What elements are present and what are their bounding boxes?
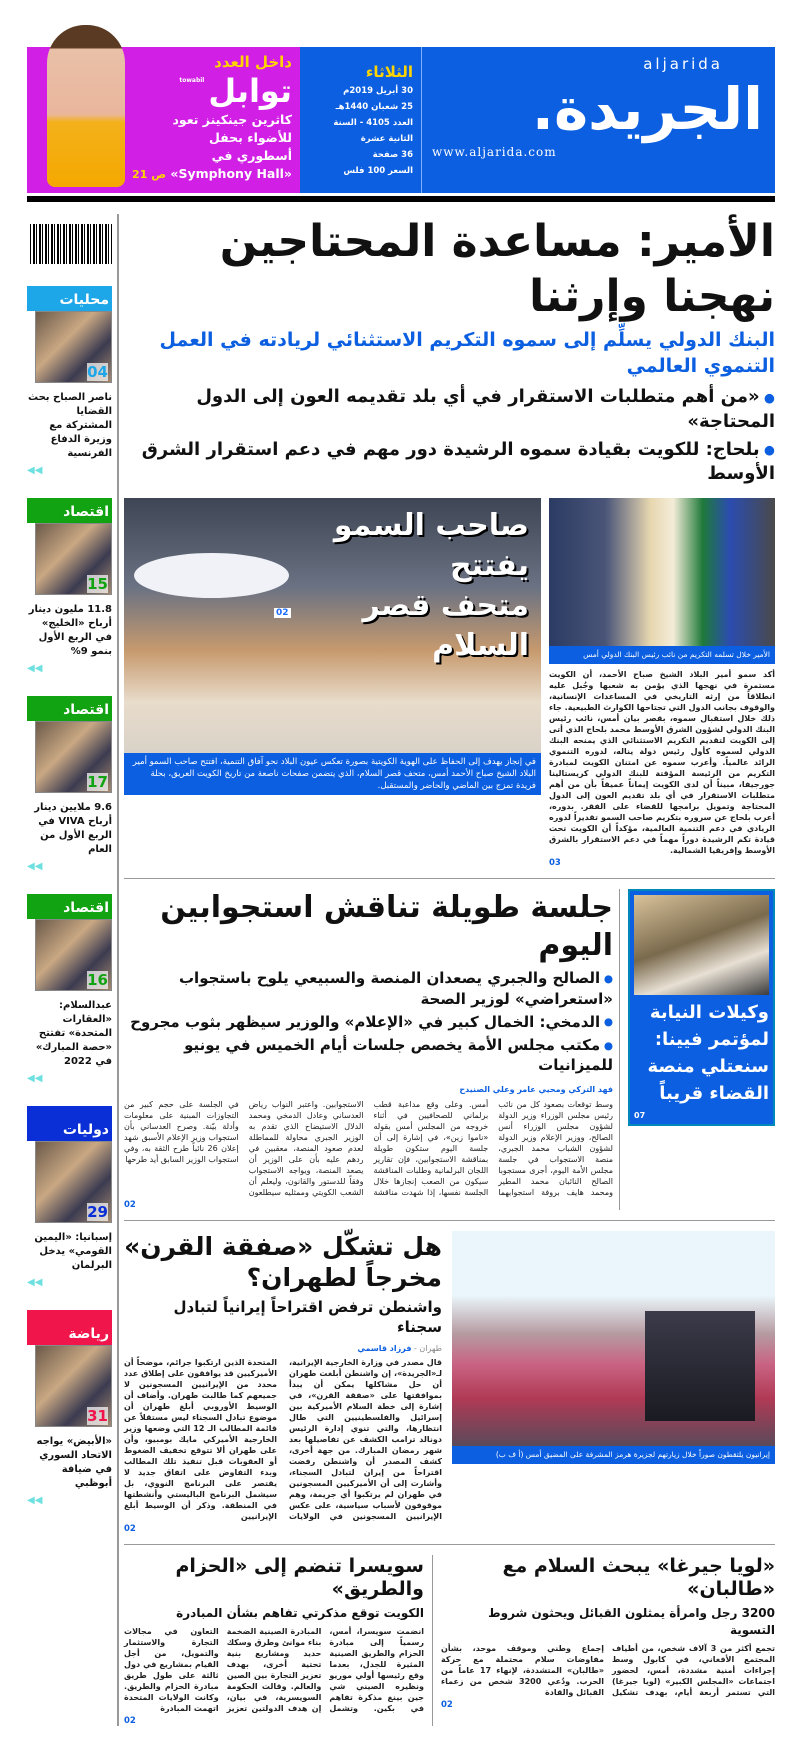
- sidebar-section-header[interactable]: محليات: [27, 286, 112, 311]
- bottom-row: [124, 1555, 775, 1726]
- masthead-logo: الجريدة.: [531, 75, 763, 143]
- sidebar-page-number: 15: [87, 575, 108, 593]
- sidebar-teaser[interactable]: «الأبيض» يواجه الاتحاد السوري في ضيافة أبوظبي: [36, 1436, 112, 1489]
- swiss-story: [124, 1555, 424, 1726]
- lead-body: أكد سمو أمير البلاد الشيخ صباح الأحمد، أن الكويت مستمرة في نهجها الذي يؤمن به شعبها وجُبل عليه انطلاقاً من إرثه التاريخي في المساعدات الإنسانية، والوقوف بجانب الدول التي تجتاحها الكوارث الطبيعية. جاء ذلك خلال استقبال سموه، بقصر بيان أمس، نائب رئيس البنك الدولي لشؤون الشرق الأوسط محمد بلحاج الذي أتى إلى الكويت لتقديم التكريم الاستثنائي الذي يمنحه البنك الدولي لسموه كأول رئيس دولة يناله، لدوره التنموي الرائد عالمياً. وأعرب سموه عن امتنان الكويت لمبادرة التكريم من الرئيسة المؤقتة للبنك الدولي كريستالينا جورجيفا، مبيناً أن لدى الكويت إيماناً عميقاً بأن من أهم متطلبات الاستقرار في أي بلد تقديم العون إلى الدول المحتاجة وتمويل برامجها للقضاء على الفقر. بدوره، أعرب بلحاج عن سروره بتكريم صاحب السمو تقديراً لدوره الريادي في دعم التنمية العالمية، مؤكداً أن الكويت تحت قيادة تكم الرشيدة دوراً مهماً في دعم الاستقرار بالشرق الأوسط وإفريقيا الشمالية.: [549, 670, 775, 856]
- museum-caption: في إنجاز يهدف إلى الحفاظ على الهوية الكويتية بصورة تعكس عيون البلاد نحو آفاق التنمية، افتتح صاحب السمو أمير البلاد الشيخ صباح الأحمد أمس، متحف قصر السلام، الذي يتضمن صفحات ناصعة من تاريخ الكويت العريق، بحلة فريدة تمزج بين الماضي والحاضر والمستقبل.: [124, 753, 541, 795]
- iran-story: [124, 1231, 442, 1534]
- ceiling-light: [134, 553, 289, 598]
- lead-subhead: البنك الدولي يسلِّم إلى سموه التكريم الاستثنائي لريادته في العمل التنموي العالمي: [159, 329, 775, 377]
- iran-page: 02: [124, 1523, 136, 1534]
- sidebar-item[interactable]: [27, 1106, 112, 1288]
- session-story: [124, 889, 620, 1209]
- promo-line-1: كاثرين جينكينز تعود للأضواء بحفل: [172, 112, 292, 145]
- iran-subhead: واشنطن ترفض اقتراحاً إيرانياً لتبادل سجناء: [173, 1298, 442, 1337]
- masthead-dates: [300, 47, 422, 193]
- museum-page: 02: [276, 608, 289, 619]
- sidebar-section-header[interactable]: اقتصاد: [27, 696, 112, 721]
- iran-byline: فرزاد قاسمي: [357, 1343, 412, 1353]
- sidebar-thumbnail[interactable]: [35, 721, 112, 793]
- promo-brand: توابل: [208, 72, 292, 110]
- content: [124, 214, 775, 1726]
- sidebar-teaser[interactable]: إسبانيا: «اليمين القومي» يدخل البرلمان: [34, 1232, 112, 1271]
- sidebar-page-number: 31: [87, 1407, 108, 1425]
- masthead-logo-area: [422, 47, 775, 193]
- swiss-subhead: الكويت توقع مذكرتي تفاهم بشأن المبادرة: [176, 1606, 424, 1621]
- masthead-date-hijri: 25 شعبان 1440هـ: [335, 102, 413, 112]
- masthead-pages: 36 صفحة: [372, 150, 413, 160]
- swiss-body: انضمت سويسرا، أمس، رسمياً إلى مبادرة الحزام والطريق الصينية المثيرة للجدل، بعدما وقع رئيسها أولي موريو ونظيره الصيني شي جين بينغ مذكرة تفاهم في بكين. وتشمل المبادرة الصينية الضخمة بناء موانئ وطرق وسكك حديد ومشاريع بنية تحتية أخرى، بهدف تعزيز التجارة بين الصين والعالم. وقالت الحكومة السويسرية، في بيان، إن هدف الدولتين تعزيز التعاون في مجالات التجارة والاستثمار والتمويل، من أجل القيام بمشاريع في دول ثالثة على طول طريق مبادرة الحزام والطريق. وكانت الولايات المتحدة اتهمت المبادرة: [124, 1627, 424, 1714]
- sidebar-section-header[interactable]: اقتصاد: [27, 894, 112, 919]
- sidebar-thumbnail[interactable]: [35, 919, 112, 991]
- read-more-icon[interactable]: ◀◀: [27, 1277, 43, 1288]
- award-photo[interactable]: [549, 498, 775, 646]
- iran-body: قال مصدر في وزارة الخارجية الإيرانية، لـ«الجريدة»، إن واشنطن أبلغت طهران أن حل مشاكلها يمكن أن يبدأ بموافقتها على «صفقة القرن»، في إشارة إلى خطة السلام الأميركية بين إسرائيل والفلسطينيين التي طال انتظارها، والتي تنوي إدارة الرئيس دونالد ترامب الكشف عن تفاصيلها بعد شهر رمضان المبارك. من جهة أخرى، كشف المصدر أن واشنطن رفضت اقتراحاً من إيران لتبادل السجناء، وأشارت إلى أن الأميركيين المسجونين في طهران لم يرتكبوا أي جريمة، وهم موقوفون لأسباب سياسية، على عكس الإيرانيين المسجونين في الولايات المتحدة الذين ارتكبوا جرائم، موضحاً أن الأميركيين قد يوافقون على إطلاق عدد محدد من الإيرانيين المسجونين لا جميعهم كما طالبت طهران. وأضاف أن الوسيط الأوروبي أبلغ طهران أن موضوع تبادل السجناء ليس مستقلاً عن قائمة المطالب الـ 12 التي وضعها وزير الخارجية الأميركي مايك بومبيو، وأن على طهران ألا تتوقع تخفيف الضغوط أو العقوبات قبل تنفيذ تلك المطالب وبدء التفاوض على اتفاق جديد لا يقتصر على البرنامج النووي، بل سيشمل البرنامج الباليستي وأنشطتها في المنطقة. وذكر أن الوسيط أبلغ الإيرانيين: [124, 1357, 442, 1521]
- masthead-row: [27, 47, 775, 193]
- masthead-url[interactable]: www.aljarida.com: [432, 145, 557, 159]
- museum-story: [124, 498, 541, 795]
- sidebar-teaser[interactable]: 11.8 مليون دينار أرباح «الخليج» في الربع الأول بنمو 9%: [28, 604, 112, 657]
- masthead: [300, 47, 775, 193]
- main-area: [27, 214, 775, 1726]
- masthead-issue: العدد 4105 - السنة الثانية عشرة: [333, 118, 413, 144]
- iran-photo-block: [452, 1231, 775, 1464]
- sidebar-page-number: 16: [87, 971, 108, 989]
- barcode: [30, 224, 112, 264]
- sidebar-thumbnail[interactable]: [35, 1345, 112, 1427]
- hormuz-photo[interactable]: [452, 1231, 775, 1446]
- award-caption: الأمير خلال تسلمه التكريم من نائب رئيس البنك الدولي أمس: [549, 646, 775, 664]
- promo-page: ص 21: [132, 168, 166, 181]
- swiss-page: 02: [124, 1716, 136, 1727]
- session-bullet: ● الصالح والجبري يصعدان المنصة والسبيعي يلوح باستجواب «استعراضي» لوزير الصحة: [124, 968, 613, 1009]
- loya-body: تجمع أكثر من 3 آلاف شخص، من أطياف المجتمع الأفغاني، في كابول وسط إجراءات أمنية مشددة، أمس، لحضور اجتماعات «المجلس الكبير» (لويا جيرغا) التي تستمر أربعة أيام، بهدف تشكيل إجماع وطني وموقف موحد، بشأن مفاوضات سلام محتملة مع حركة «طالبان» المتشددة، لإنهاء 17 عاماً من الحرب. ودُعي 3200 شخص من زعماء القبائل والقادة: [441, 1643, 775, 1697]
- sidebar-section-header[interactable]: اقتصاد: [27, 498, 112, 523]
- session-headline[interactable]: جلسة طويلة تناقش استجوابين اليوم: [160, 890, 613, 963]
- sidebar-divider: [117, 214, 119, 1726]
- masthead-day: الثلاثاء: [365, 63, 413, 81]
- loya-story: [441, 1555, 775, 1710]
- session-bullet: ● مكتب مجلس الأمة يخصص جلسات أيام الخميس في يونيو للميزانيات: [124, 1035, 613, 1076]
- loya-page: 02: [441, 1699, 453, 1710]
- swiss-headline[interactable]: سويسرا تنضم إلى «الحزام والطريق»: [175, 1554, 424, 1601]
- sidebar-item[interactable]: [27, 498, 112, 674]
- sidebar-item[interactable]: [27, 1310, 112, 1506]
- read-more-icon[interactable]: ◀◀: [27, 465, 43, 476]
- session-body: وسط توقعات بصعود كل من نائب رئيس مجلس الوزراء وزير الدولة لشؤون مجلس الوزراء أنس الصالح، ووزير الإعلام وزير الدولة لشؤون الشباب محمد الجبري، منصة الاستجواب في جلسة مجلس الأمة اليوم، أجرى مستجوبا الصالح النائبان محمد المطير ومحمد هايف بروفة استجوابهما أمس. وعلى وقع مداعبة قطب برلماني للصحافيين في أثناء خروجه من المجلس أمس بقوله «ناموا زين»، في إشارة إلى أن جلسة اليوم ستكون طويلة بمناقشة الاستجوابين، فإن تقارير اللجان البرلمانية وطلبات المناقشة سيكون من الصعب إنجازها خلال الجلسة نفسها، إذا شهدت مناقشة الاستجوابين. واعتبر النواب رياض العدساني وعادل الدمخي ومحمد الدلال الاستيضاح الذي تقدم به الوزير الجبري محاولة للمماطلة لعدم صعود المنصة، معقبين في ردهم عليه بأن على الوزير أن يصعد المنصة، ويواجه الاستجواب وفقاً للدستور والقانون، وليعلم أن الشعب الكويتي وممثليه سيطلعون في الجلسة على حجم كبير من التجاوزات المبنية على معلومات وأدلة بيّنة. وصرح العدساني بأن استجواب وزير الإعلام الأسبق شهد إعلان 26 نائباً طرح الثقة به، وفي استجواب الوزير السابق أيد طرحها: [124, 1099, 613, 1197]
- promo-banner[interactable]: [27, 47, 300, 193]
- masthead-latin: aljarida: [643, 55, 723, 73]
- masthead-date-gregorian: 30 أبريل 2019م: [343, 86, 413, 96]
- iran-byline-city: طهران -: [414, 1343, 442, 1353]
- sidebar-teaser[interactable]: عبدالسلام: «العقارات المتحدة» تفتتح «حصة المبارك» في 2022: [35, 1000, 112, 1067]
- promo-brand-latin: towabil: [179, 77, 205, 84]
- masthead-price: السعر 100 فلس: [343, 166, 413, 176]
- sidebar-thumbnail[interactable]: [35, 311, 112, 383]
- sidebar-page-number: 17: [87, 773, 108, 791]
- column-divider: [432, 1555, 433, 1726]
- sidebar-section-header[interactable]: رياضة: [27, 1310, 112, 1345]
- read-more-icon[interactable]: ◀◀: [27, 1073, 43, 1084]
- sidebar: [27, 214, 112, 1506]
- sidebar-item[interactable]: [27, 696, 112, 872]
- museum-title-2: متحف قصر السلام: [362, 588, 529, 664]
- promo-portrait: [47, 25, 125, 187]
- prosecutors-title: وكيلات النيابة لمؤتمر فيينا: سنعتلي منصة القضاء قريباً: [647, 1002, 769, 1105]
- loya-subhead: 3200 رجل وامرأة يمثلون القبائل ويحثون شروط التسوية: [488, 1606, 775, 1638]
- sidebar-teaser[interactable]: ناصر الصباح بحث القضايا المشتركة مع وزيرة الدفاع الفرنسية: [28, 392, 112, 459]
- lead-page: 03: [549, 858, 561, 869]
- sidebar-section-header[interactable]: دوليات: [27, 1106, 112, 1141]
- sidebar-thumbnail[interactable]: [35, 1141, 112, 1223]
- section-divider: [124, 1544, 775, 1545]
- read-more-icon[interactable]: ◀◀: [27, 861, 43, 872]
- promo-inside-label: داخل العدد: [214, 53, 292, 71]
- sidebar-thumbnail[interactable]: [35, 523, 112, 595]
- iran-caption: إيرانيون يلتقطون صوراً خلال زيارتهم لجزيرة هرمز المشرفة على المضيق أمس (أ ف ب): [452, 1446, 775, 1464]
- lead-photo-row: [124, 498, 775, 868]
- tourists: [645, 1311, 755, 1421]
- lead-bullet: ● «من أهم متطلبات الاستقرار في أي بلد تقديمه العون إلى الدول المحتاجة»: [124, 385, 775, 434]
- lead-bullet: ● بلحاج: للكويت بقيادة سموه الرشيدة دور مهم في دعم استقرار الشرق الأوسط: [124, 438, 775, 487]
- session-byline: فهد التركي ومحيي عامر وعلي الصنيدح: [459, 1084, 613, 1094]
- sidebar-teaser[interactable]: 9.6 ملايين دينار أرباح VIVA في الربع الأول من العام: [34, 802, 112, 855]
- section-divider: [124, 1220, 775, 1221]
- loya-headline[interactable]: «لويا جيرغا» يبحث السلام مع «طالبان»: [502, 1554, 775, 1601]
- section-divider: [124, 878, 775, 879]
- read-more-icon[interactable]: ◀◀: [27, 663, 43, 674]
- iran-row: [124, 1231, 775, 1534]
- sidebar-page-number: 29: [87, 1203, 108, 1221]
- session-bullet: ● الدمخي: الخمال كبير في «الإعلام» والوزير سيظهر بثوب مجروح: [124, 1012, 613, 1032]
- lead-headline[interactable]: الأمير: مساعدة المحتاجين نهجنا وإرثنا: [219, 216, 775, 322]
- prosecutors-page: 07: [634, 1111, 646, 1121]
- sidebar-page-number: 04: [87, 363, 108, 381]
- prosecutors-photo: [634, 895, 769, 995]
- read-more-icon[interactable]: ◀◀: [27, 1495, 43, 1506]
- iran-headline[interactable]: هل تشكّل «صفقة القرن» مخرجاً لطهران؟: [124, 1231, 442, 1292]
- session-page: 02: [124, 1199, 136, 1210]
- museum-title-1: صاحب السمو يفتتح: [333, 508, 529, 584]
- award-story: [549, 498, 775, 868]
- sidebar-item[interactable]: [27, 286, 112, 476]
- museum-photo[interactable]: [124, 498, 541, 753]
- masthead-rule: [27, 196, 775, 202]
- session-row: [124, 889, 775, 1209]
- promo-line-2: أسطوري في «Symphony Hall»: [170, 148, 292, 181]
- prosecutors-box[interactable]: [628, 889, 775, 1126]
- sidebar-item[interactable]: [27, 894, 112, 1084]
